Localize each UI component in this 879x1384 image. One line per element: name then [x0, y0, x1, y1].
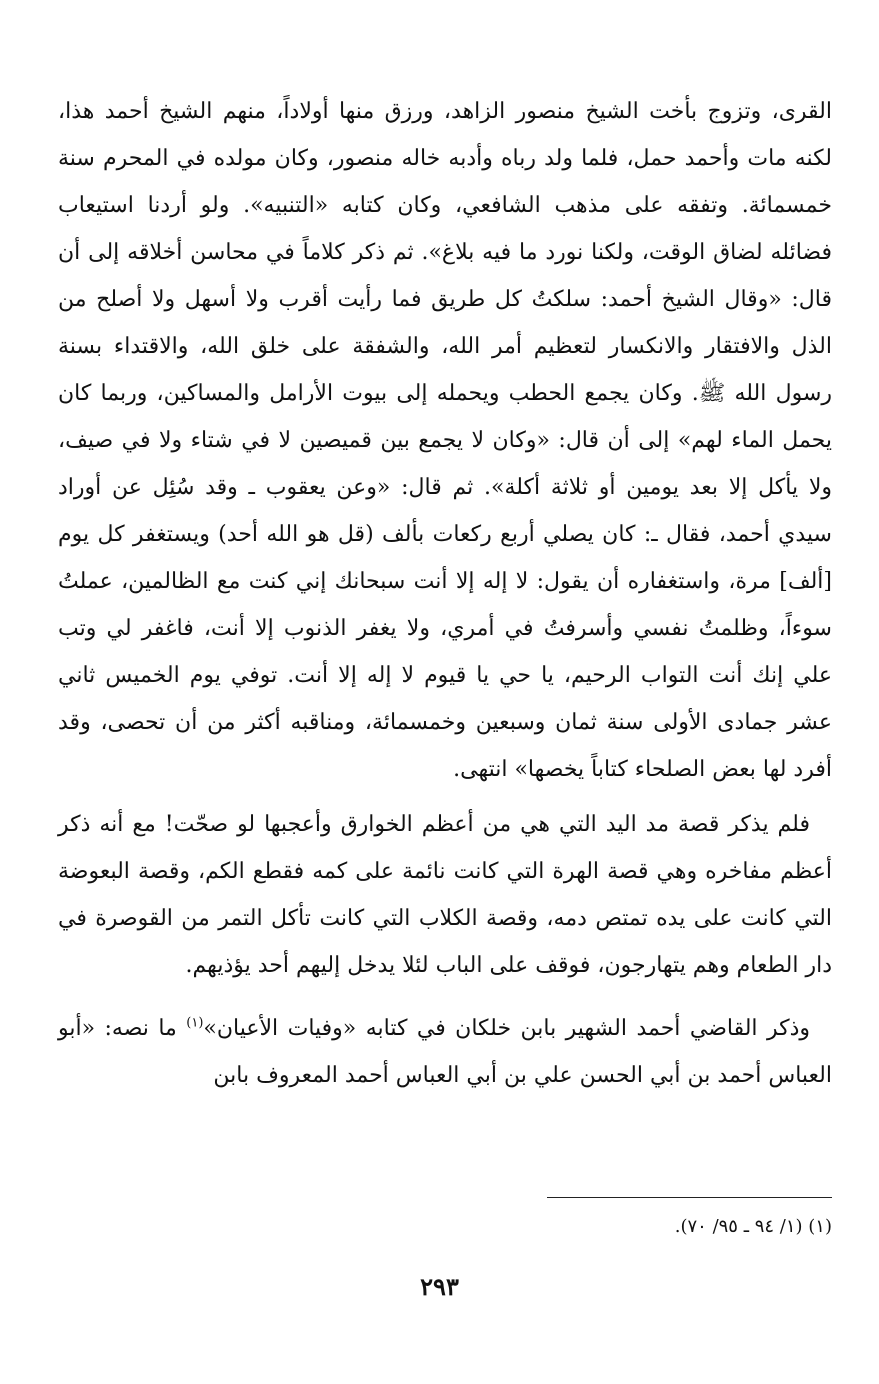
footnote-divider	[547, 1197, 832, 1198]
page-body	[58, 88, 832, 1099]
paragraph-3-text-end: ما نصه: «أبو العباس أحمد بن أبي الحسن علي بن أبي العباس أحمد المعروف بابن	[58, 1016, 832, 1088]
paragraph-3-text-start: وذكر القاضي أحمد الشهير بابن خلكان في كتابه «وفيات الأعيان»	[203, 1016, 810, 1041]
paragraph-1: القرى، وتزوج بأخت الشيخ منصور الزاهد، ورزق منها أولاداً، منهم الشيخ أحمد هذا، لكنه مات وأحمد حمل، فلما ولد رباه وأدبه خاله منصور، وكان مولده في المحرم سنة خمسمائة. وتفقه على مذهب الشافعي، وكان كتابه «التنبيه». ولو أردنا استيعاب فضائله لضاق الوقت، ولكنا نورد ما فيه بلاغ». ثم ذكر كلاماً في محاسن أخلاقه إلى أن قال: «وقال الشيخ أحمد: سلكتُ كل طريق فما رأيت أقرب ولا أسهل ولا أصلح من الذل والافتقار والانكسار لتعظيم أمر الله، والشفقة على خلق الله، والاقتداء بسنة رسول الله ﷺ. وكان يجمع الحطب ويحمله إلى بيوت الأرامل والمساكين، وربما كان يحمل الماء لهم» إلى أن قال: «وكان لا يجمع بين قميصين لا في شتاء ولا في صيف، ولا يأكل إلا بعد يومين أو ثلاثة أكلة». ثم قال: «وعن يعقوب ـ وقد سُئِل عن أوراد سيدي أحمد، فقال ـ: كان يصلي أربع ركعات بألف (قل هو الله أحد) ويستغفر كل يوم [ألف] مرة، واستغفاره أن يقول: لا إله إلا أنت سبحانك إني كنت مع الظالمين، عملتُ سوءاً، وظلمتُ نفسي وأسرفتُ في أمري، ولا يغفر الذنوب إلا أنت، فاغفر لي وتب علي إنك أنت التواب الرحيم، يا حي يا قيوم لا إله إلا أنت. توفي يوم الخميس ثاني عشر جمادى الأولى سنة ثمان وسبعين وخمسمائة، ومناقبه أكثر من أن تحصى، وقد أفرد لها بعض الصلحاء كتاباً يخصها» انتهى.	[58, 99, 833, 782]
footnote-marker: (١)	[186, 1015, 204, 1031]
paragraph-3	[58, 1005, 832, 1099]
paragraph-2: فلم يذكر قصة مد اليد التي هي من أعظم الخوارق وأعجبها لو صحّت! مع أنه ذكر أعظم مفاخره وهي قصة الهرة التي كانت نائمة على كمه فقطع الكم، وقصة البعوضة التي كانت على يده تمتص دمه، وقصة الكلاب التي كانت تأكل التمر من القوصرة في دار الطعام وهم يتهارجون، فوقف على الباب لئلا يدخل إليهم أحد يؤذيهم.	[58, 812, 832, 978]
footnote: (١) (١/ ٩٤ ـ ٩٥/ ٧٠).	[674, 1216, 832, 1237]
page-number: ٢٩٣	[420, 1272, 459, 1301]
